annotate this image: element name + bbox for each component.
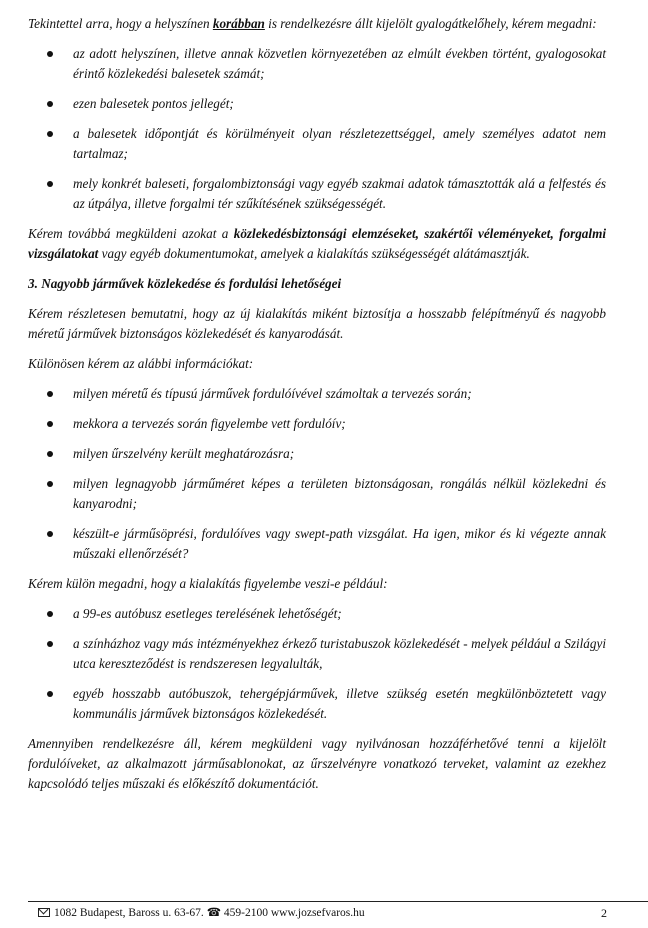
list-item: milyen legnagyobb járműméret képes a területen biztonságosan, rongálás nélkül közlekedni és kanyarodni;	[28, 474, 606, 514]
section-3-heading: 3. Nagyobb járművek közlekedése és fordulási lehetőségei	[28, 276, 342, 291]
bullet-icon	[47, 131, 53, 137]
page-footer	[28, 901, 648, 920]
info-request-paragraph: Különösen kérem az alábbi információkat:	[28, 356, 254, 371]
accident-data-list	[28, 44, 606, 214]
phone-icon: ☎	[206, 907, 222, 919]
bullet-icon	[47, 101, 53, 107]
bullet-icon	[47, 611, 53, 617]
list-item: milyen űrszelvény került meghatározásra;	[28, 444, 606, 464]
bullet-icon	[47, 531, 53, 537]
closing-paragraph: Amennyiben rendelkezésre áll, kérem megküldeni vagy nyilvánosan hozzáférhetővé tenni a kijelölt fordulóíveket, az alkalmazott járműsablonokat, az űrszelvényre vonatkozó terveket, valamint az ezekhez kapcsolódó teljes műszaki és előkészítő dokumentációt.	[28, 736, 606, 791]
intro-paragraph	[28, 14, 606, 34]
bullet-icon	[47, 391, 53, 397]
list-item: mekkora a tervezés során figyelembe vett fordulóív;	[28, 414, 606, 434]
example-paragraph: Kérem külön megadni, hogy a kialakítás figyelembe veszi-e például:	[28, 576, 388, 591]
bullet-icon	[47, 641, 53, 647]
bullet-icon	[47, 451, 53, 457]
section-3-paragraph: Kérem részletesen bemutatni, hogy az új kialakítás miként biztosítja a hosszabb felépítményű és nagyobb méretű járművek biztonságos közlekedését és kanyarodását.	[28, 306, 606, 341]
list-item: a 99-es autóbusz esetleges terelésének lehetőségét;	[28, 604, 606, 624]
list-item: egyéb hosszabb autóbuszok, tehergépjárművek, illetve szükség esetén megkülönböztetett vagy kommunális járművek biztonságos közlekedését.	[28, 684, 606, 724]
list-item: mely konkrét baleseti, forgalombiztonsági vagy egyéb szakmai adatok támasztották alá a felfestés és az útpálya, illetve forgalmi tér szűkítésének szükségességét.	[28, 174, 606, 214]
footer-phone-web: 459-2100 www.jozsefvaros.hu	[223, 907, 365, 919]
bullet-icon	[47, 181, 53, 187]
documents-emphasis: közlekedésbiztonsági elemzéseket, szakértői véleményeket, forgalmi vizsgálatokat	[28, 226, 606, 261]
intro-text-end: is rendelkezésre állt kijelölt gyalogátkelőhely, kérem megadni:	[264, 16, 597, 31]
list-item: az adott helyszínen, illetve annak közvetlen környezetében az elmúlt években történt, gyalogosokat érintő közlekedési balesetek számát;	[28, 44, 606, 84]
footer-address: 1082 Budapest, Baross u. 63-67.	[54, 907, 204, 919]
example-list	[28, 604, 606, 724]
bullet-icon	[47, 51, 53, 57]
bullet-icon	[47, 691, 53, 697]
intro-emphasis: korábban	[212, 16, 265, 31]
documents-paragraph: Kérem továbbá megküldeni azokat a közlekedésbiztonsági elemzéseket, szakértői véleményeket, forgalmi vizsgálatokat vagy egyéb dokumentumokat, amelyek a kialakítás szükségességét alátámasztják.	[28, 226, 606, 261]
list-item: a színházhoz vagy más intézményekhez érkező turistabuszok közlekedését - melyek például a Szilágyi utca kereszteződést is rendszeresen legyalulták,	[28, 634, 606, 674]
document-page	[28, 14, 606, 794]
footer-contact	[38, 906, 365, 920]
intro-text-start: Tekintettel arra, hogy a helyszínen	[28, 16, 213, 31]
list-item: ezen balesetek pontos jellegét;	[28, 94, 606, 114]
list-item: milyen méretű és típusú járművek fordulóívével számoltak a tervezés során;	[28, 384, 606, 404]
list-item: készült-e járműsöprési, fordulóíves vagy swept-path vizsgálat. Ha igen, mikor és ki végezte annak műszaki ellenőrzését?	[28, 524, 606, 564]
vehicle-info-list	[28, 384, 606, 564]
page-number: 2	[601, 906, 607, 920]
list-item: a balesetek időpontját és körülményeit olyan részletezettséggel, amely személyes adatot nem tartalmaz;	[28, 124, 606, 164]
envelope-icon	[38, 908, 50, 917]
bullet-icon	[47, 481, 53, 487]
bullet-icon	[47, 421, 53, 427]
